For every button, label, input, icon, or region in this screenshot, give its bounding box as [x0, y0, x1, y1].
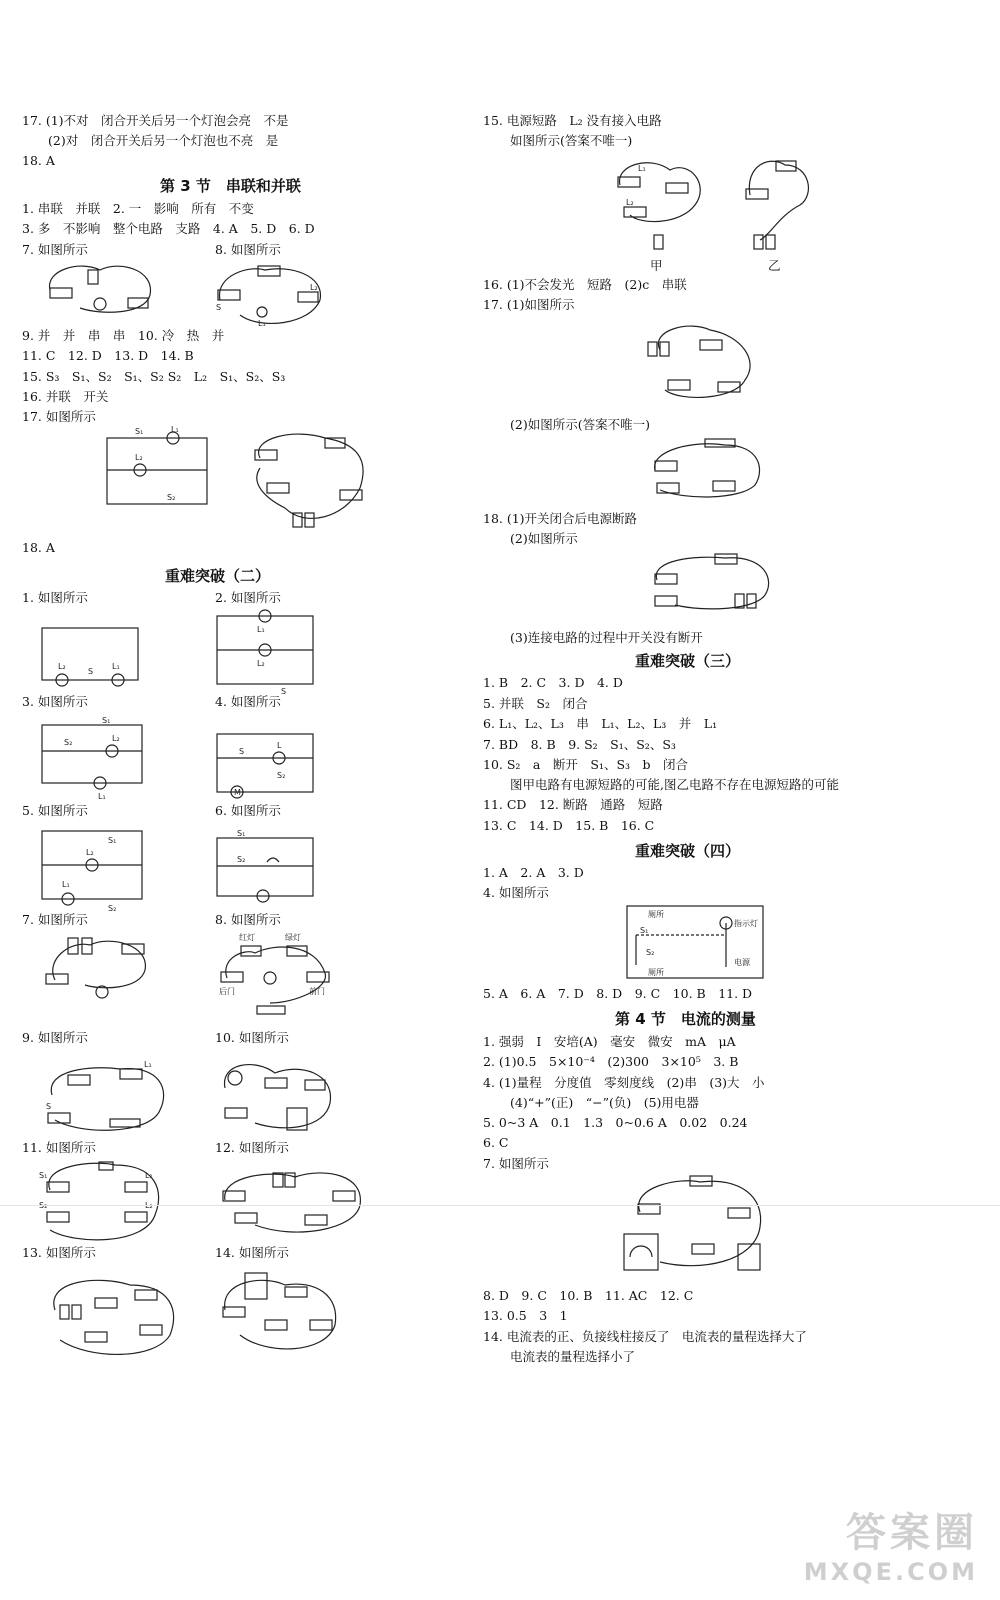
svg-text:L₁: L₁ [98, 792, 106, 801]
circuit-figure-15-jia [610, 155, 710, 255]
s3-line-1: 1. 串联 并联 2. 一 影响 所有 不变 [22, 201, 254, 216]
z2-label-2: 2. 如图所示 [215, 590, 281, 605]
s4-line-13: 13. 0.5 3 1 [483, 1308, 568, 1323]
circuit-figure-15-yi [740, 155, 820, 255]
svg-text:S: S [281, 687, 287, 696]
s3-line-16: 16. 并联 开关 [22, 389, 109, 404]
answer-18: 18. A [22, 153, 55, 168]
z2-label-13: 13. 如图所示 [22, 1245, 96, 1260]
svg-text:S₂: S₂ [167, 493, 176, 502]
svg-text:S₁: S₁ [102, 716, 111, 725]
s3-line-18: 18. A [22, 540, 55, 555]
s4-line-8: 8. D 9. C 10. B 11. AC 12. C [483, 1288, 694, 1303]
z3-line-7: 7. BD 8. B 9. S₂ S₁、S₂、S₃ [483, 737, 676, 752]
circuit-figure-s3-8 [210, 260, 330, 330]
answer-15a: 15. 电源短路 L₂ 没有接入电路 [483, 113, 662, 128]
z3-line-1: 1. B 2. C 3. D 4. D [483, 675, 623, 690]
answer-17b: (2)对 闭合开关后另一个灯泡也不亮 是 [48, 133, 279, 148]
breakthrough-3-title: 重难突破（三） [635, 652, 741, 670]
svg-text:L₂: L₂ [310, 283, 318, 292]
svg-text:L₁: L₁ [171, 425, 179, 434]
s4-line-14b: 电流表的量程选择小了 [510, 1349, 636, 1364]
z3-line-11: 11. CD 12. 断路 通路 短路 [483, 797, 663, 812]
z2-label-14: 14. 如图所示 [215, 1245, 289, 1260]
s3-line-15: 15. S₃ S₁、S₂ S₁、S₂ S₂ L₂ S₁、S₂、S₃ [22, 369, 286, 384]
s4-line-7: 7. 如图所示 [483, 1156, 549, 1171]
answer-17a-right: 17. (1)如图所示 [483, 297, 575, 312]
section-4-title: 第 4 节 电流的测量 [615, 1010, 756, 1028]
svg-text:M: M [234, 788, 241, 797]
breakthrough-4-title: 重难突破（四） [635, 842, 741, 860]
circuit-figure-s4-7 [620, 1172, 770, 1282]
toilet-label-1: 厕所 [648, 910, 664, 919]
circuit-figure-18 [645, 550, 775, 615]
svg-text:S₂: S₂ [237, 855, 246, 864]
svg-text:L₂: L₂ [58, 662, 66, 671]
s4-line-14a: 14. 电流表的正、负接线柱接反了 电流表的量程选择大了 [483, 1329, 807, 1344]
svg-text:S₁: S₁ [237, 829, 246, 838]
watermark [804, 1501, 978, 1586]
s4-line-5: 5. 0~3 A 0.1 1.3 0~0.6 A 0.02 0.24 [483, 1115, 748, 1130]
circuit-figure-z2-11 [35, 1160, 165, 1245]
svg-text:L₁: L₁ [258, 319, 266, 328]
svg-text:S₂: S₂ [108, 904, 117, 913]
label-yi: 乙 [768, 258, 781, 273]
s3-line-3: 3. 多 不影响 整个电路 支路 4. A 5. D 6. D [22, 221, 315, 236]
s4-line-1: 1. 强弱 I 安培(A) 毫安 微安 mA μA [483, 1034, 736, 1049]
z4-line-1: 1. A 2. A 3. D [483, 865, 584, 880]
answer-17b-right: (2)如图所示(答案不唯一) [510, 417, 650, 432]
svg-text:L₁: L₁ [112, 662, 120, 671]
back-door-label: 后门 [219, 987, 235, 996]
s4-line-6: 6. C [483, 1135, 509, 1150]
z2-label-10: 10. 如图所示 [215, 1030, 289, 1045]
z3-line-13: 13. C 14. D 15. B 16. C [483, 818, 655, 833]
z3-line-10: 10. S₂ a 断开 S₁、S₃ b 闭合 [483, 757, 689, 772]
section-3-title: 第 3 节 串联和并联 [160, 177, 301, 195]
svg-text:L: L [277, 741, 282, 750]
svg-text:S₁: S₁ [640, 926, 649, 935]
breakthrough-2-title: 重难突破（二） [165, 567, 271, 585]
z2-label-7: 7. 如图所示 [22, 912, 88, 927]
svg-text:S₁: S₁ [39, 1171, 48, 1180]
page-fold-line [0, 1205, 1000, 1206]
watermark-line-2: MXQE.COM [803, 1558, 978, 1586]
circuit-schematic-z2-5 [40, 825, 145, 913]
z2-label-8: 8. 如图所示 [215, 912, 281, 927]
toilet-label-2: 厕所 [648, 968, 664, 977]
answer-18a-right: 18. (1)开关闭合后电源断路 [483, 511, 638, 526]
s4-line-2: 2. (1)0.5 5×10⁻⁴ (2)300 3×10⁵ 3. B [483, 1054, 739, 1069]
svg-text:L₂: L₂ [135, 453, 143, 462]
answer-18c-right: (3)连接电路的过程中开关没有断开 [510, 630, 703, 645]
z3-line-6: 6. L₁、L₂、L₃ 串 L₁、L₂、L₃ 并 L₁ [483, 716, 718, 731]
svg-text:L₂: L₂ [112, 734, 120, 743]
circuit-schematic-z2-3 [40, 715, 145, 801]
z2-label-11: 11. 如图所示 [22, 1140, 96, 1155]
circuit-figure-z2-13 [40, 1270, 180, 1360]
svg-text:L₂: L₂ [257, 659, 265, 668]
svg-text:S₂: S₂ [646, 948, 655, 957]
circuit-figure-s3-7 [40, 260, 160, 320]
red-light-label: 红灯 [239, 933, 255, 942]
s3-line-7: 7. 如图所示 [22, 242, 88, 257]
svg-text:L₁: L₁ [638, 164, 646, 173]
svg-text:L₁: L₁ [144, 1060, 152, 1069]
circuit-figure-z2-10 [215, 1058, 340, 1138]
s3-line-8: 8. 如图所示 [215, 242, 281, 257]
z2-label-4: 4. 如图所示 [215, 694, 281, 709]
z2-label-9: 9. 如图所示 [22, 1030, 88, 1045]
answer-18b-right: (2)如图所示 [510, 531, 578, 546]
z2-label-5: 5. 如图所示 [22, 803, 88, 818]
z2-label-6: 6. 如图所示 [215, 803, 281, 818]
z4-line-5: 5. A 6. A 7. D 8. D 9. C 10. B 11. D [483, 986, 753, 1001]
z3-line-5: 5. 并联 S₂ 闭合 [483, 696, 588, 711]
circuit-figure-z2-7 [40, 930, 160, 1000]
indicator-label: 指示灯 [734, 919, 758, 928]
answer-16: 16. (1)不会发光 短路 (2)c 串联 [483, 277, 687, 292]
circuit-schematic-z2-2 [215, 610, 315, 696]
svg-text:L₁: L₁ [145, 1171, 153, 1180]
s3-line-11: 11. C 12. D 13. D 14. B [22, 348, 194, 363]
circuit-schematic-z2-4 [215, 728, 315, 798]
circuit-figure-s3-17 [245, 428, 375, 528]
s4-line-4: 4. (1)量程 分度值 零刻度线 (2)串 (3)大 小 [483, 1075, 765, 1090]
s3-line-17: 17. 如图所示 [22, 409, 96, 424]
circuit-schematic-z2-1 [40, 622, 140, 684]
z4-line-4: 4. 如图所示 [483, 885, 549, 900]
circuit-figure-17-1 [640, 320, 760, 405]
svg-text:S: S [239, 747, 245, 756]
green-light-label: 绿灯 [285, 933, 301, 942]
circuit-schematic-s3-17 [105, 425, 215, 510]
circuit-schematic-z4-4 [626, 905, 766, 980]
circuit-figure-z2-14 [215, 1265, 345, 1360]
svg-text:S: S [216, 303, 222, 312]
s3-line-9: 9. 并 并 串 串 10. 冷 热 并 [22, 328, 225, 343]
svg-text:S₁: S₁ [135, 427, 144, 436]
circuit-figure-z2-8 [215, 928, 340, 1018]
svg-text:S: S [88, 667, 94, 676]
answer-15b: 如图所示(答案不唯一) [510, 133, 633, 148]
power-label: 电源 [734, 958, 750, 967]
svg-text:L₂: L₂ [626, 198, 634, 207]
z2-label-1: 1. 如图所示 [22, 590, 88, 605]
svg-text:S₁: S₁ [108, 836, 117, 845]
circuit-figure-17-2 [645, 435, 765, 505]
front-door-label: 前门 [309, 987, 325, 996]
z3-line-10b: 图甲电路有电源短路的可能,图乙电路不存在电源短路的可能 [510, 777, 839, 792]
svg-text:S₂: S₂ [64, 738, 73, 747]
svg-text:S₂: S₂ [277, 771, 286, 780]
label-jia: 甲 [650, 258, 663, 273]
watermark-line-1: 答案圈 [846, 1510, 978, 1556]
s4-line-4b: (4)“+”(正) “−”(负) (5)用电器 [510, 1095, 699, 1110]
circuit-schematic-z2-6 [215, 829, 315, 902]
z2-label-3: 3. 如图所示 [22, 694, 88, 709]
svg-text:L₁: L₁ [62, 880, 70, 889]
answer-17a: 17. (1)不对 闭合开关后另一个灯泡会亮 不是 [22, 113, 289, 128]
z2-label-12: 12. 如图所示 [215, 1140, 289, 1155]
svg-text:L₁: L₁ [257, 625, 265, 634]
svg-text:S: S [46, 1102, 52, 1111]
svg-text:L₂: L₂ [86, 848, 94, 857]
circuit-figure-z2-9 [40, 1055, 170, 1135]
